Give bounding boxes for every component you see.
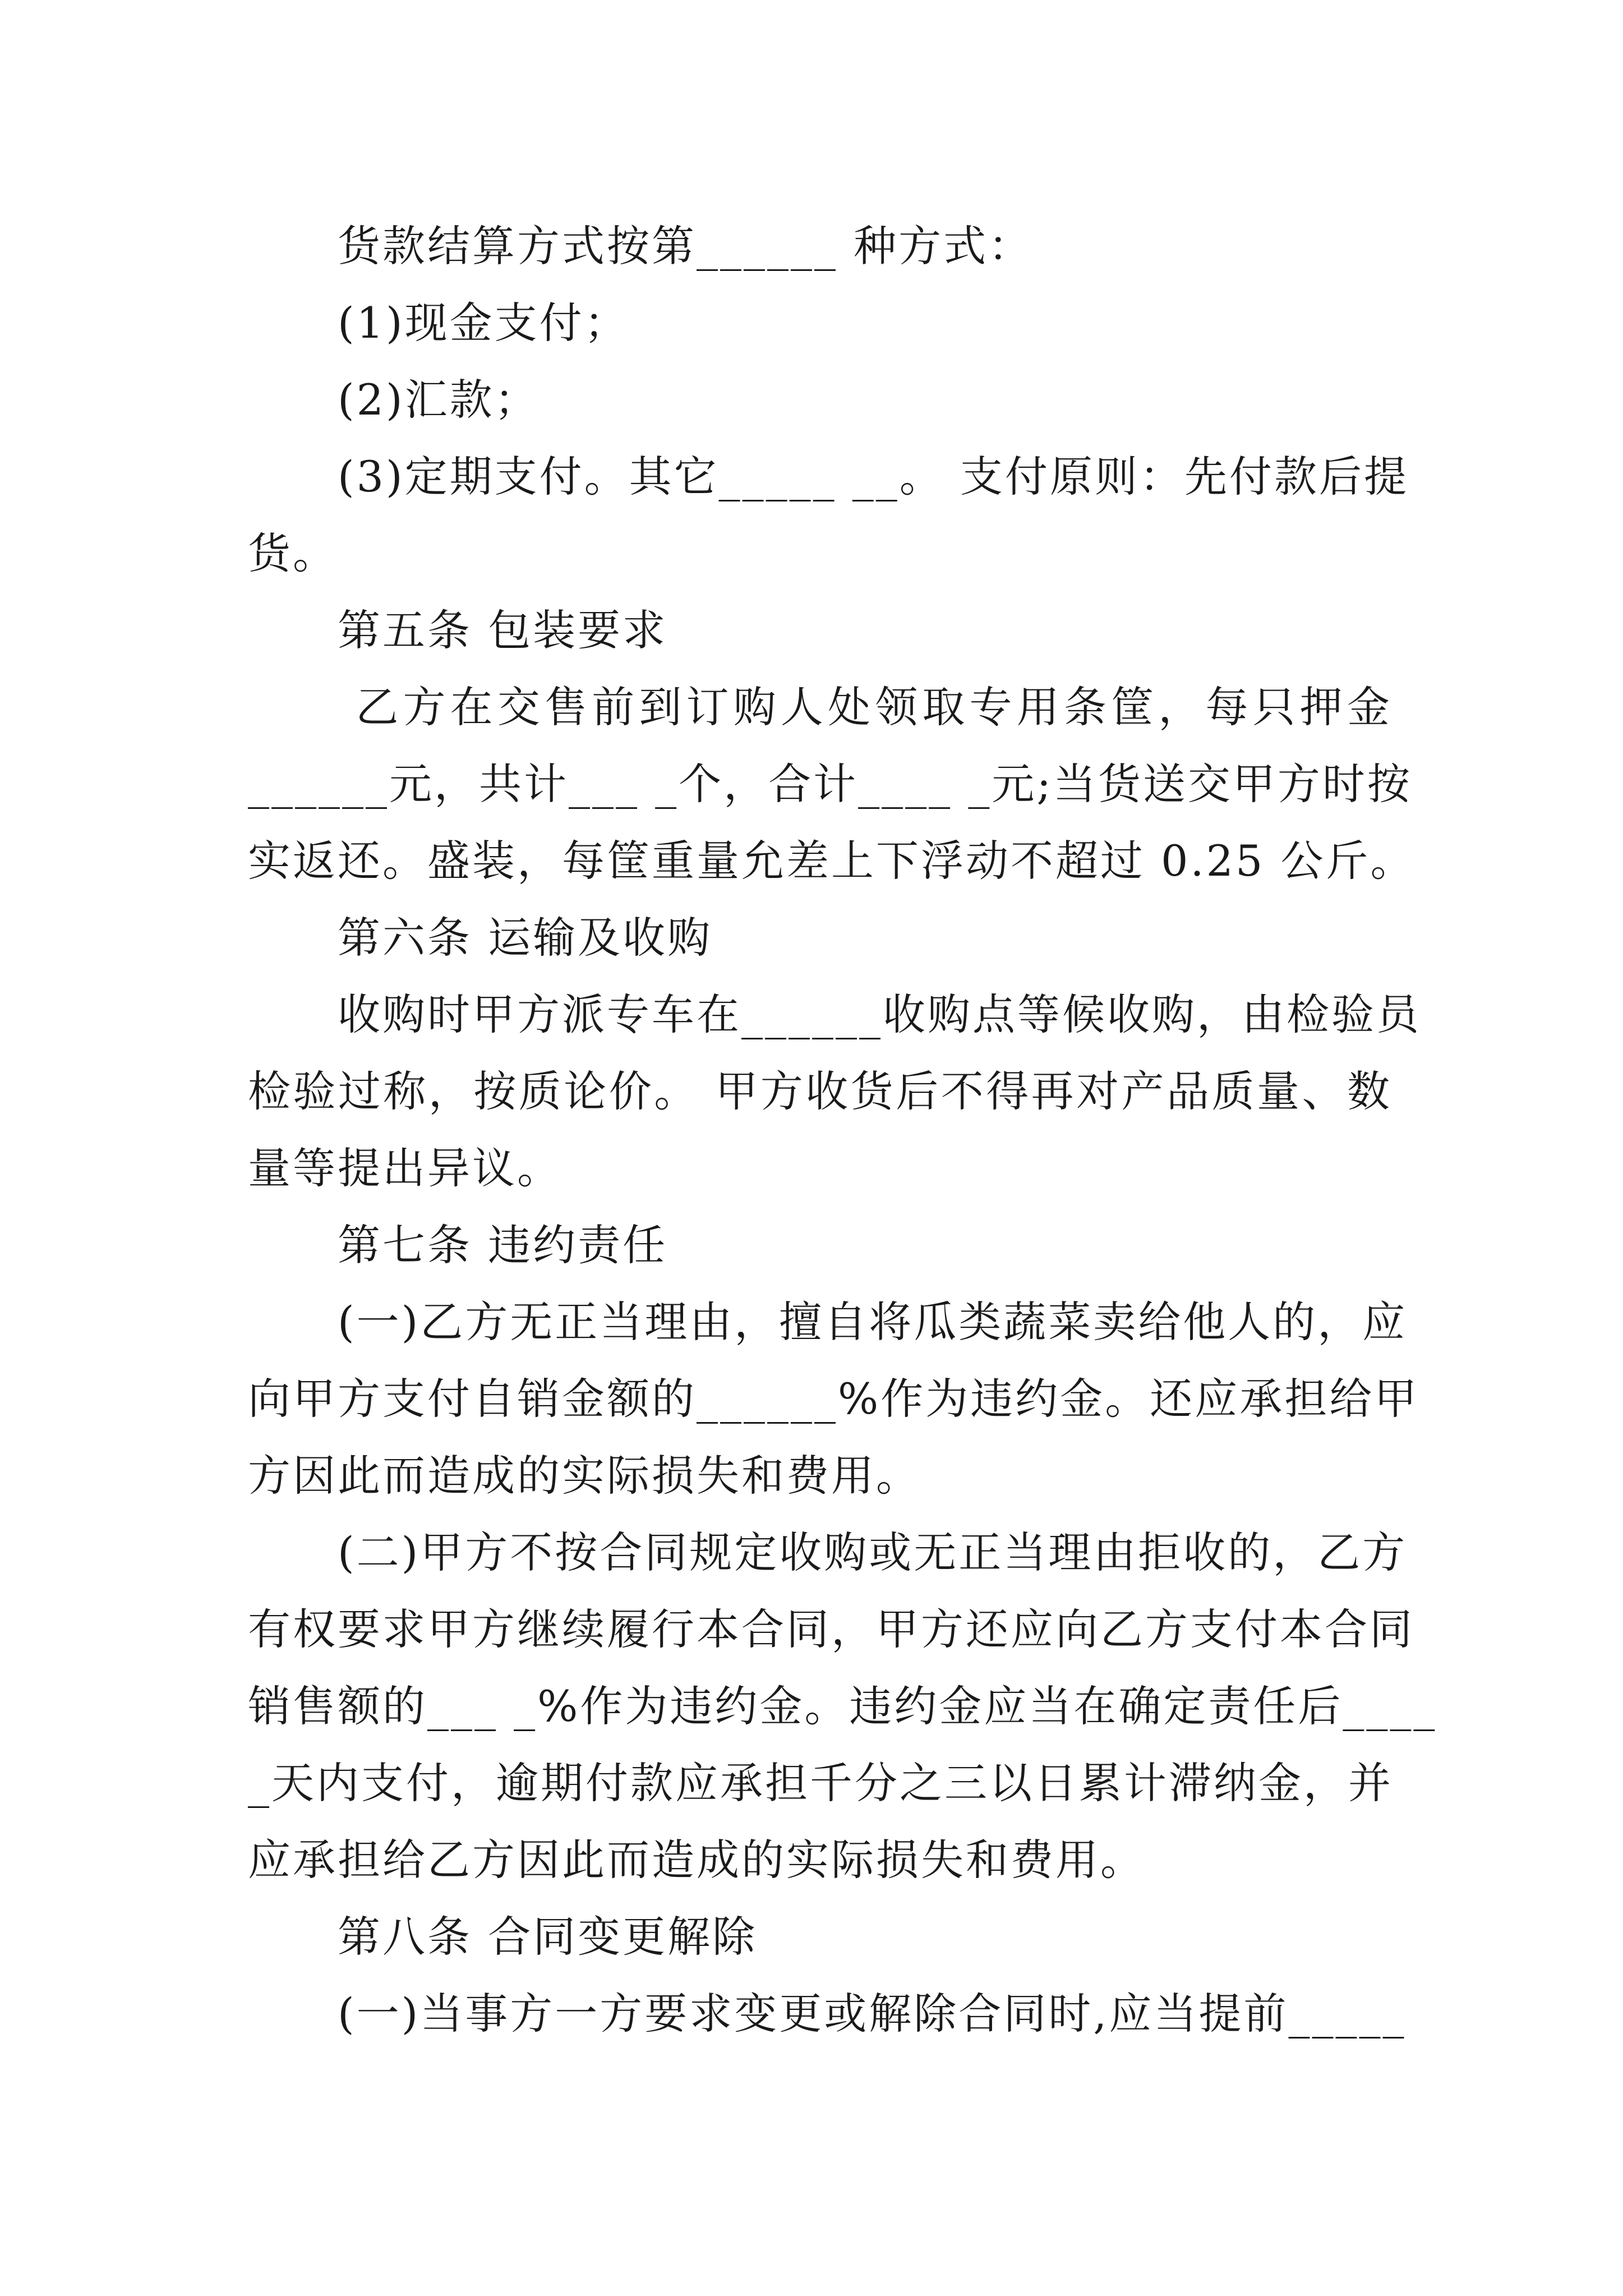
option-periodic-line: (3)定期支付。其它_____ __。 支付原则：先付款后提 [338,452,1409,501]
liability-b-line-4: _天内支付，逾期付款应承担千分之三以日累计滞纳金，并 [248,1758,1393,1808]
paragraph-continuation: 货。 [248,528,338,578]
liability-b-line-2: 有权要求甲方继续履行本合同，甲方还应向乙方支付本合同 [248,1604,1414,1654]
article-8-heading: 第八条 合同变更解除 [338,1912,758,1962]
transport-line-1: 收购时甲方派专车在______收购点等候收购，由检验员 [338,990,1421,1039]
option-cash-line: (1)现金支付； [338,298,629,348]
liability-a-line-3: 方因此而造成的实际损失和费用。 [248,1451,921,1501]
contract-text [248,208,1437,2052]
article-5-heading: 第五条 包装要求 [338,605,668,655]
liability-b-line-3: 销售额的___ _%作为违约金。违约金应当在确定责任后____ [248,1681,1437,1731]
payment-method-line: 货款结算方式按第______ 种方式： [338,221,1034,271]
transport-line-2: 检验过称，按质论价。 甲方收货后不得再对产品质量、数 [248,1066,1392,1116]
amendment-line-1: (一)当事方一方要求变更或解除合同时,应当提前_____ [338,1989,1407,2039]
article-7-heading: 第七条 违约责任 [338,1220,668,1270]
packaging-line-3: 实返还。盛装，每筐重量允差上下浮动不超过 0.25 公斤。 [248,836,1415,886]
article-6-heading: 第六条 运输及收购 [338,913,713,963]
liability-a-line-1: (一)乙方无正当理由，擅自将瓜类蔬菜卖给他人的，应 [338,1297,1408,1347]
liability-b-line-1: (二)甲方不按合同规定收购或无正当理由拒收的，乙方 [338,1527,1408,1577]
packaging-line-2: ______元，共计___ _个，合计____ _元;当货送交甲方时按 [248,759,1412,809]
option-remittance-line: (2)汇款； [338,375,540,425]
packaging-line-1: 乙方在交售前到订购人处领取专用条筐，每只押金 [338,682,1392,732]
transport-line-3: 量等提出异议。 [248,1143,562,1193]
liability-a-line-2: 向甲方支付自销金额的______%作为违约金。还应承担给甲 [248,1374,1419,1424]
liability-b-line-5: 应承担给乙方因此而造成的实际损失和费用。 [248,1835,1145,1885]
